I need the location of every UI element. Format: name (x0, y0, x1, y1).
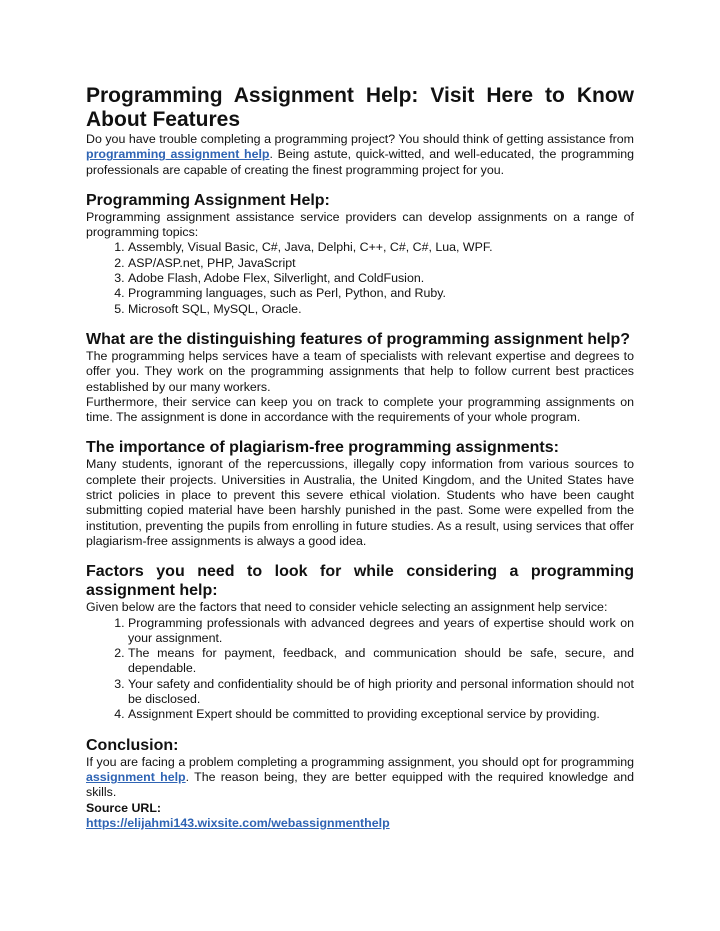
list-item: 3. Adobe Flash, Adobe Flex, Silverlight, and ColdFusion. (128, 271, 634, 286)
section-features (86, 330, 634, 425)
section-heading: Conclusion: (86, 736, 179, 754)
section-paragraph: Many students, ignorant of the repercussions, illegally copy information from various sources to complete their projects. Universities in Australia, the United Kingdom, and the United States have strict policies in place to prevent this severe ethical violation. Students who have been caught submitting copied material have been harshly punished in the past. Some were expelled from the institution, preventing the pupils from enrolling in future studies. As a result, using services that offer plagiarism-free assignments is always a good idea. (86, 457, 634, 548)
programming-assignment-help-link[interactable]: programming assignment help (86, 147, 270, 162)
section-programming-help (86, 191, 634, 317)
factors-list (86, 616, 634, 723)
section-text: Programming assignment assistance service providers can develop assignments on a range of programming topics: (86, 209, 634, 240)
section-heading: Factors you need to look for while considering a programming assignment help: (86, 563, 634, 600)
source-url-link[interactable]: https://elijahmi143.wixsite.com/webassignmenthelp (86, 815, 390, 830)
page-title: Programming Assignment Help: Visit Here to Know About Features (86, 84, 634, 131)
section-heading: The importance of plagiarism-free programming assignments: (86, 439, 559, 457)
list-item: 2. ASP/ASP.net, PHP, JavaScript (128, 256, 634, 271)
conclusion-text-after: . The reason being, they are better equipped with the required knowledge and skills. (86, 769, 634, 800)
section-factors (86, 562, 634, 722)
document-content (86, 84, 634, 831)
intro-text-before: Do you have trouble completing a programming project? You should think of getting assistance from (86, 132, 634, 146)
section-heading: Programming Assignment Help: (86, 191, 330, 209)
section-text: Given below are the factors that need to consider vehicle selecting an assignment help service: (86, 600, 608, 615)
conclusion-paragraph (86, 755, 634, 801)
topics-list (86, 240, 634, 316)
section-plagiarism (86, 438, 634, 549)
list-item: 2. The means for payment, feedback, and communication should be safe, secure, and dependable. (128, 646, 634, 677)
list-item: 5. Microsoft SQL, MySQL, Oracle. (128, 302, 634, 317)
list-item: 3. Your safety and confidentiality should be of high priority and personal information should not be disclosed. (128, 677, 634, 708)
section-heading: What are the distinguishing features of programming assignment help? (86, 330, 631, 348)
source-url-line (86, 816, 634, 831)
assignment-help-link[interactable]: assignment help (86, 769, 186, 784)
section-paragraph: Furthermore, their service can keep you on track to complete your programming assignments on time. The assignment is done in accordance with the requirements of your whole program. (86, 394, 634, 425)
source-label: Source URL: (86, 800, 162, 815)
list-item: 1. Assembly, Visual Basic, C#, Java, Delphi, C++, C#, C#, Lua, WPF. (128, 240, 634, 255)
list-item: 4. Assignment Expert should be committed to providing exceptional service by providing. (128, 707, 634, 722)
list-item: 4. Programming languages, such as Perl, Python, and Ruby. (128, 286, 634, 301)
intro-text-after: . Being astute, quick-witted, and well-educated, the programming professionals are capable of creating the finest programming project for you. (86, 147, 634, 177)
list-item: 1. Programming professionals with advanced degrees and years of expertise should work on your assignment. (128, 616, 634, 647)
conclusion-text-before: If you are facing a problem completing a programming assignment, you should opt for programming (86, 754, 634, 769)
section-conclusion (86, 736, 634, 831)
intro-paragraph (86, 132, 634, 178)
section-paragraph: The programming helps services have a team of specialists with relevant expertise and degrees to offer you. They work on the programming assignments that help to follow current best practices established by our many workers. (86, 348, 634, 394)
